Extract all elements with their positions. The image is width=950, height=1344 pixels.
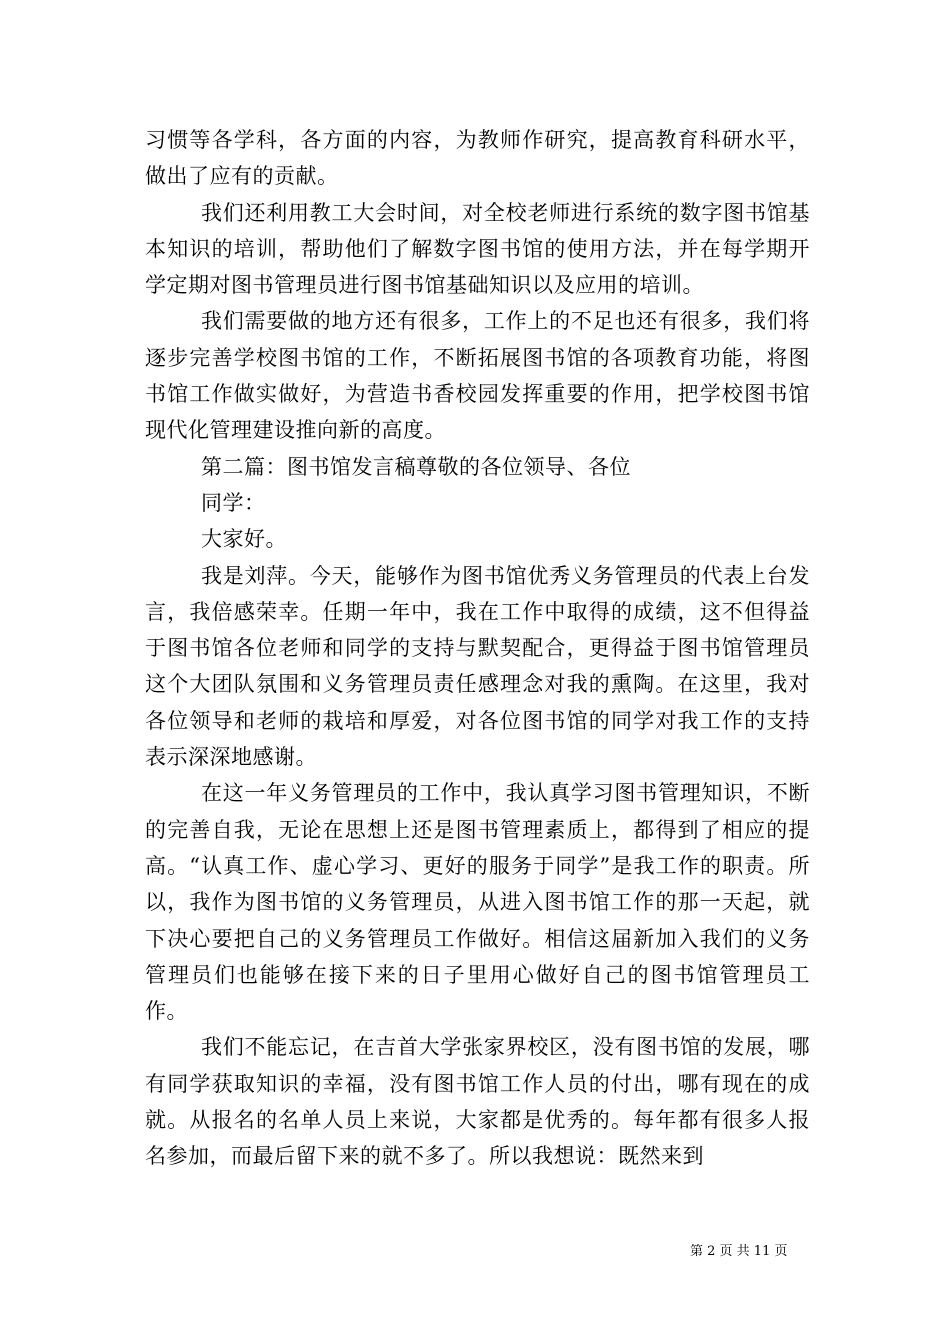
document-body bbox=[145, 122, 810, 1175]
paragraph-7: 我是刘萍。今天，能够作为图书馆优秀义务管理员的代表上台发言，我倍感荣幸。任期一年中，我在工作中取得的成绩，这不但得益于图书馆各位老师和同学的支持与默契配合，更得益于图书馆管理员这个大团队氛围和义务管理员责任感理念对我的熏陶。在这里，我对各位领导和老师的栽培和厚爱，对各位图书馆的同学对我工作的支持表示深深地感谢。 bbox=[145, 563, 810, 770]
paragraph-3: 我们需要做的地方还有很多，工作上的不足也还有很多，我们将逐步完善学校图书馆的工作，不断拓展图书馆的各项教育功能，将图书馆工作做实做好，为营造书香校园发挥重要的作用，把学校图书馆现代化管理建设推向新的高度。 bbox=[145, 309, 810, 443]
paragraph-8: 在这一年义务管理员的工作中，我认真学习图书管理知识，不断的完善自我，无论在思想上还是图书管理素质上，都得到了相应的提高。“认真工作、虚心学习、更好的服务于同学”是我工作的职责。所以，我作为图书馆的义务管理员，从进入图书馆工作的那一天起，就下决心要把自己的义务管理员工作做好。相信这届新加入我们的义务管理员们也能够在接下来的日子里用心做好自己的图书馆管理员工作。 bbox=[145, 781, 810, 1024]
paragraph-9: 我们不能忘记，在吉首大学张家界校区，没有图书馆的发展，哪有同学获取知识的幸福，没有图书馆工作人员的付出，哪有现在的成就。从报名的名单人员上来说，大家都是优秀的。每年都有很多人报名参加，而最后留下来的就不多了。所以我想说：既然来到 bbox=[145, 1035, 810, 1169]
page-number-footer: 第 2 页 共 11 页 bbox=[690, 1244, 788, 1259]
greeting-line: 大家好。 bbox=[201, 527, 287, 552]
paragraph-1: 习惯等各学科，各方面的内容，为教师作研究，提高教育科研水平，做出了应有的贡献。 bbox=[145, 128, 810, 189]
salutation-line: 同学： bbox=[201, 490, 266, 515]
paragraph-2: 我们还利用教工大会时间，对全校老师进行系统的数字图书馆基本知识的培训，帮助他们了解数字图书馆的使用方法，并在每学期开学定期对图书管理员进行图书馆基础知识以及应用的培训。 bbox=[145, 200, 810, 298]
section-heading: 第二篇：图书馆发言稿尊敬的各位领导、各位 bbox=[201, 454, 631, 479]
